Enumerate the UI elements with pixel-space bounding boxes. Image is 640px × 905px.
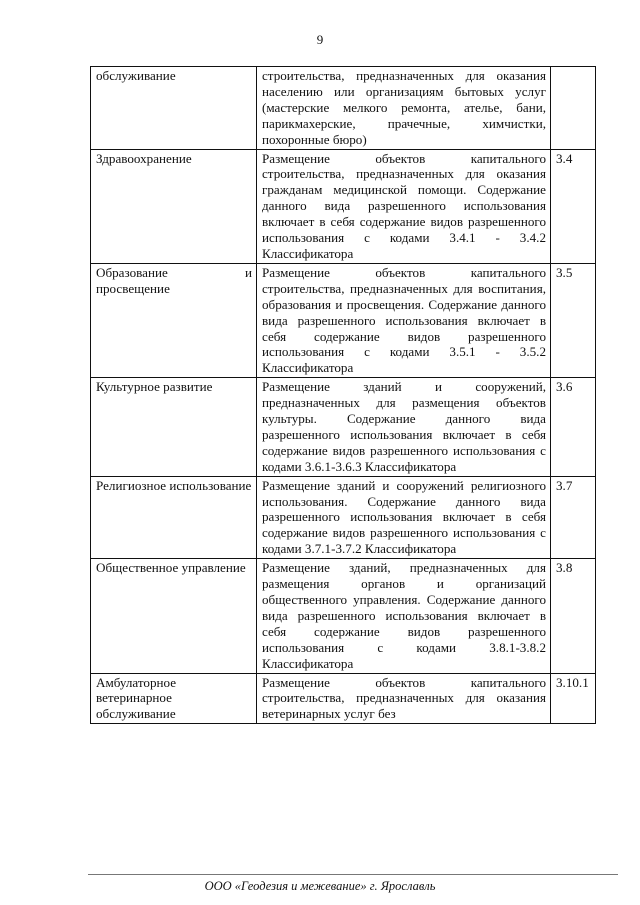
use-name: Религиозное использование — [91, 476, 257, 559]
use-description: Размещение зданий, предназначенных для размещения органов и организаций общественного управления. Содержание данного вида разрешенного использования включает в себя содержание видов разрешенного использования с кодами 3.8.1-3.8.2 Классификатора — [257, 559, 551, 673]
use-description: Размещение зданий и сооружений, предназначенных для размещения объектов культуры. Содержание данного вида разрешенного использования включает в себя содержание видов разрешенного использования с кодами 3.6.1-3.6.3 Классификатора — [257, 378, 551, 476]
use-name: Общественное управление — [91, 559, 257, 673]
use-name: Здравоохранение — [91, 149, 257, 263]
page-footer: ООО «Геодезия и межевание» г. Ярославль — [204, 879, 436, 893]
use-code: 3.7 — [551, 476, 596, 559]
use-code: 3.8 — [551, 559, 596, 673]
use-description: Размещение объектов капитального строительства, предназначенных для воспитания, образования и просвещения. Содержание данного вида разрешенного использования включает в себя содержание видов разрешенного использования с кодами 3.5.1 - 3.5.2 Классификатора — [257, 263, 551, 377]
use-description: Размещение объектов капитального строительства, предназначенных для оказания ветеринарных услуг без — [257, 673, 551, 724]
use-name: Образование и просвещение — [91, 263, 257, 377]
table-row — [91, 476, 596, 559]
table-row — [91, 67, 596, 150]
use-description: Размещение зданий и сооружений религиозного использования. Содержание данного вида разрешенного использования включает в себя содержание видов разрешенного использования с кодами 3.7.1-3.7.2 Классификатора — [257, 476, 551, 559]
use-name: Амбулаторное ветеринарное обслуживание — [91, 673, 257, 724]
land-use-table — [90, 66, 596, 724]
use-name: Культурное развитие — [91, 378, 257, 476]
table-row — [91, 559, 596, 673]
use-code: 3.10.1 — [551, 673, 596, 724]
use-description: строительства, предназначенных для оказания населению или организациям бытовых услуг (мастерские мелкого ремонта, ателье, бани, парикмахерские, прачечные, химчистки, похоронные бюро) — [257, 67, 551, 150]
table-row — [91, 149, 596, 263]
table-row — [91, 673, 596, 724]
use-description: Размещение объектов капитального строительства, предназначенных для оказания гражданам медицинской помощи. Содержание данного вида разрешенного использования включает в себя содержание видов разрешенного использования с кодами 3.4.1 - 3.4.2 Классификатора — [257, 149, 551, 263]
use-code: 3.6 — [551, 378, 596, 476]
footer-divider — [88, 874, 618, 875]
page-number: 9 — [316, 32, 324, 47]
use-name: обслуживание — [91, 67, 257, 150]
use-code — [551, 67, 596, 150]
table-row — [91, 263, 596, 377]
use-code: 3.5 — [551, 263, 596, 377]
use-code: 3.4 — [551, 149, 596, 263]
table-row — [91, 378, 596, 476]
